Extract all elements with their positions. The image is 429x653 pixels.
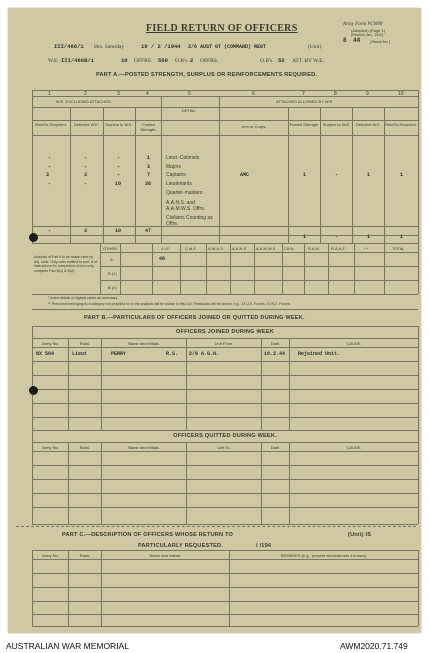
r3-posted: 7 <box>147 172 151 178</box>
col-num-4: 4 <box>146 91 149 97</box>
sub-hdr-aamws: A.A.M.W.S. <box>256 246 277 251</box>
hrs-label: Hrs. Saturday <box>94 44 125 50</box>
rank-civilians: Civilians Counting as Offrs. <box>166 215 213 227</box>
quitted-hdr-cause: CAUSE. <box>346 445 362 450</box>
rank-aans: A.A.N.S. and A.A.M.W.S. Offrs. <box>166 200 206 212</box>
col-num-7: 7 <box>302 91 305 97</box>
r3-surplus: - <box>117 172 121 178</box>
hdr-surplus-right: Surplus to W.E. <box>322 122 351 127</box>
r4-deficient: - <box>84 181 88 187</box>
joined-unit-from: 2/6 A.G.H. <box>189 351 220 357</box>
aif-value: 48 <box>159 256 166 262</box>
c-hdr-remarks: REMARKS (e.g., present whereabouts if known). <box>280 553 368 558</box>
total-posted: 47 <box>145 228 152 234</box>
footer-credit: AUSTRALIAN WAR MEMORIAL <box>6 641 129 651</box>
sub-hdr-ran: R.A.N. <box>308 246 320 251</box>
rank-captains: Captains <box>166 172 186 178</box>
joined-hdr-date: Date. <box>270 341 281 346</box>
quitted-hdr-date: Date. <box>270 445 281 450</box>
detail-header: DETAIL <box>182 108 196 113</box>
joined-hdr-name: Name and Initials. <box>127 341 160 346</box>
offrs2-value: 2 <box>190 57 194 64</box>
analysis-note: Analysis of Part A to be drawn here by Adj. units. Only units entitled to part. It of instructions for completion of form only complete Part B(1) & B(2). <box>34 255 97 273</box>
r2-deficient: - <box>84 164 88 170</box>
return-date: 19 / 2 /1944 <box>141 43 181 50</box>
r3-reinf: 3 <box>46 172 50 178</box>
unit-label: (Unit) <box>308 44 322 50</box>
ors-value: 550 <box>158 57 168 64</box>
army-form-number: Army Form W.3008 <box>343 22 383 27</box>
attached-header: ATTACHED ALLOWED BY W.E. <box>276 99 334 104</box>
total-right-deficient: 1 <box>367 234 371 240</box>
joined-cause: Rejoined Unit. <box>298 351 341 357</box>
punch-hole-bottom <box>29 386 38 395</box>
form-title: FIELD RETURN OF OFFICERS <box>146 23 298 34</box>
quitted-hdr-rank: Rank. <box>79 445 91 450</box>
col-num-2: 2 <box>84 91 87 97</box>
col-num-1: 1 <box>48 91 51 97</box>
return-number: III/466/1 <box>54 43 84 50</box>
quitted-hdr-army-no: Army No. <box>42 445 59 450</box>
document-sheet <box>8 8 421 633</box>
serial-no-label: (Serial No.) <box>370 39 391 44</box>
joined-hdr-unit-from: Unit From. <box>214 341 234 346</box>
r1-deficient: - <box>84 155 88 161</box>
r2-posted: 3 <box>147 164 151 170</box>
offrs-value: 10 <box>121 57 128 64</box>
sub-hdr-awas: A.W.A.S. <box>208 246 225 251</box>
quitted-hdr-unit-to: Unit To. <box>217 445 231 450</box>
serial-extra: 44 <box>353 37 361 44</box>
ors-label: O.R's. <box>175 58 189 64</box>
r2-surplus: - <box>117 164 121 170</box>
col-num-9: 9 <box>366 91 369 97</box>
joined-name: PERRY <box>111 351 127 357</box>
joined-army-no: NX 504 <box>36 351 55 357</box>
sub-hdr-aans: A.A.N.S. <box>232 246 248 251</box>
rank-lieutenants: Lieutenants <box>166 181 192 187</box>
sub-hdr-other: OTHER. <box>103 246 119 251</box>
hdr-surplus: Surplus to W.E. <box>105 122 133 127</box>
hdr-posted-right: Posted Strength. <box>289 122 320 127</box>
r3-deficient: 3 <box>84 172 88 178</box>
joined-hdr-army-no: Army No. <box>42 341 59 346</box>
right-deficient: 1 <box>367 172 371 178</box>
total-right-posted: 1 <box>303 234 307 240</box>
sub-row-b1: B (1) <box>108 271 117 276</box>
unit-name: 2/6 AUST GT (COMMAND) REGT <box>188 44 267 50</box>
we-label: W.E. <box>48 58 59 64</box>
arm-corps-value: AMC <box>240 172 250 178</box>
army-form-revised: (Revised Jan., 1942) <box>351 33 384 37</box>
sub-hdr-total: TOTAL. <box>392 246 406 251</box>
right-reinf: 1 <box>400 172 404 178</box>
r4-reinf: - <box>48 181 52 187</box>
r4-posted: 36 <box>145 181 152 187</box>
r1-surplus: - <box>117 155 121 161</box>
part-b-title: PART B.—PARTICULARS OF OFFICERS JOINED OR QUITTED DURING WEEK. <box>84 315 305 321</box>
joined-initials: R.S. <box>166 351 179 357</box>
r4-surplus: 10 <box>115 181 122 187</box>
joined-hdr-cause: CAUSE. <box>346 341 362 346</box>
right-surplus: - <box>335 172 339 178</box>
r1-reinf: - <box>48 155 52 161</box>
col-num-5: 5 <box>188 91 191 97</box>
joined-title: OFFICERS JOINED DURING WEEK <box>175 329 274 335</box>
part-c-requested: PARTICULARLY REQUESTED. <box>138 543 223 549</box>
total-surplus: 10 <box>115 228 122 234</box>
c-hdr-rank: Rank. <box>79 553 91 558</box>
army-form-adapted: (Adapted) (Page 1) <box>351 28 386 33</box>
sub-row-a: A. <box>110 257 114 262</box>
ors2-value: 52 <box>278 57 285 64</box>
att-label: ATT. BY W.E. <box>292 58 324 64</box>
hdr-deficient: Deficient W.E. <box>73 122 100 127</box>
ors2-label: O.R's. <box>260 58 274 64</box>
offrs2-label: OFFRS. <box>200 58 219 64</box>
part-a-title: PART A.—POSTED STRENGTH, SURPLUS OR REINFORCEMENTS REQUIRED. <box>96 72 318 78</box>
total-reinf: - <box>48 228 52 234</box>
joined-hdr-rank: Rank. <box>79 341 91 346</box>
hdr-arm-corps: Arm or Corps. <box>241 124 267 129</box>
rank-lt-colonels: Lieut.-Colonels <box>166 155 200 161</box>
r1-posted: 1 <box>147 155 151 161</box>
footnote-2: ** Personnel belonging to a category not provided for in the analysis will be shown in this Col. Particulars will be shown, e.g., 24 U.S. Forces, 10 N.Z. Forces. <box>48 302 291 306</box>
col-num-8: 8 <box>334 91 337 97</box>
sub-hdr-other-cat: * * <box>364 246 369 251</box>
hdr-reinf-right: Reinf'ts Required. <box>385 122 417 127</box>
part-c-title: PART C.—DESCRIPTION OF OFFICERS WHOSE RETURN TO <box>62 532 234 538</box>
total-deficient: 3 <box>84 228 88 234</box>
total-right-surplus: - <box>335 234 339 240</box>
col-num-3: 3 <box>117 91 120 97</box>
sub-hdr-cmf: C.M.F. <box>185 246 197 251</box>
joined-date: 16.2.44 <box>264 351 286 357</box>
footnote-1: * Insert details of highest ranks as necessary. <box>48 296 119 300</box>
footer-accession: AWM2020.71.749 <box>340 641 408 651</box>
part-c-date-blank: / /194 <box>256 543 272 549</box>
punch-hole-top <box>29 233 38 242</box>
rank-quartermasters: Quarter-masters <box>166 190 203 196</box>
we-value: III/466B/1 <box>61 57 95 64</box>
we-excl-header: W.E. EXCLUDING ATTACHED. <box>56 99 112 104</box>
offrs-label: OFFRS. <box>134 58 153 64</box>
c-hdr-name: Name and Initials. <box>149 553 182 558</box>
quitted-hdr-name: Name and Initials. <box>127 445 160 450</box>
hdr-posted: Posted Strength. <box>140 122 157 132</box>
col-num-10: 10 <box>398 91 404 97</box>
sub-hdr-raaf: R.A.A.F. <box>331 246 346 251</box>
hdr-deficient-right: Deficient W.E. <box>355 122 382 127</box>
total-right-reinf: 1 <box>400 234 404 240</box>
sub-hdr-aif: A.I.F. <box>161 246 171 251</box>
sub-row-b2: B (2) <box>108 285 117 290</box>
joined-rank: Lieut <box>72 351 88 357</box>
col-num-6: 6 <box>252 91 255 97</box>
sub-hdr-civil: CIVIL. <box>284 246 296 251</box>
c-hdr-army-no: Army No. <box>42 553 59 558</box>
part-c-unit-is: (Unit) IS <box>348 532 372 538</box>
hdr-reinf-required: Reinf'ts Required. <box>35 122 67 127</box>
right-posted: 1 <box>303 172 307 178</box>
rank-majors: Majors <box>166 164 182 170</box>
r2-reinf: - <box>48 164 52 170</box>
quitted-title: OFFICERS QUITTED DURING WEEK. <box>173 433 277 439</box>
serial-no-value: 8 <box>343 37 347 44</box>
